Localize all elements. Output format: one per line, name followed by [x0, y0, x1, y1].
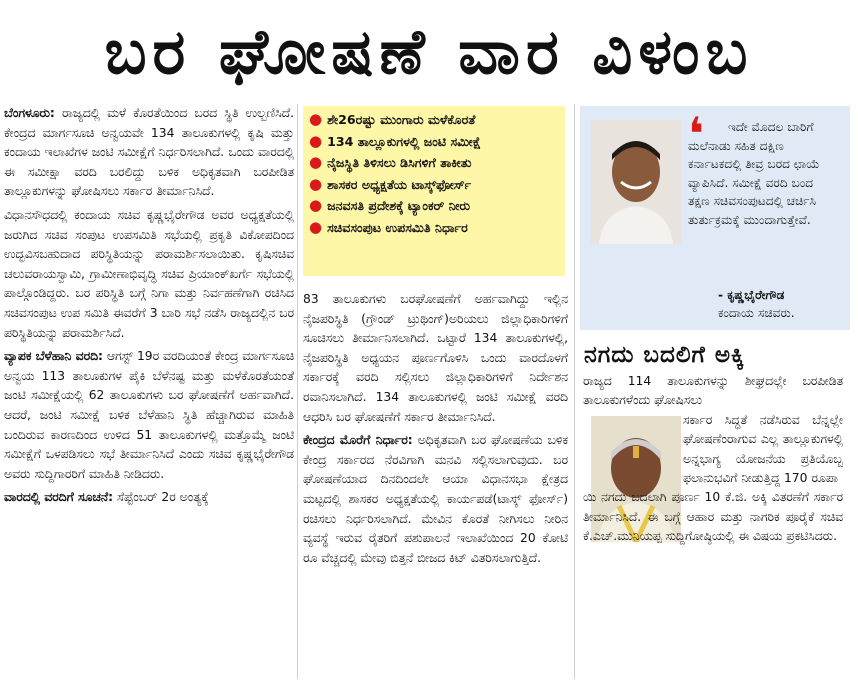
bullet-icon: ●	[309, 131, 323, 150]
paragraph	[303, 431, 568, 568]
quote-text	[688, 118, 838, 230]
highlight-item: ● ಸಚಿವಸಂಪುಟ ಉಪಸಮಿತಿ ನಿರ್ಧಾರ	[309, 217, 559, 239]
paragraph	[4, 104, 294, 202]
subheading: ವಾರದಲ್ಲಿ ವರದಿಗೆ ಸೂಚನೆ:	[4, 490, 114, 505]
column-divider	[574, 104, 575, 679]
paragraph-text: ಆಗಸ್ಟ್ 19ರ ವರದಿಯಂತೆ ಕೇಂದ್ರ ಮಾರ್ಗಸೂಚಿ ಅನ್ವಯ 113 ತಾಲೂಕುಗಳ ಪೈಕಿ ಬೆಳೆನಷ್ಟ ಮತ್ತು ಮಳೆಕೊರತೆಯಂತೆ ಜಂಟಿ ಸಮೀಕ್ಷೆಯಲ್ಲಿ 62 ತಾಲೂಕುಗಳು ಬರ ಘೋಷಣೆಗೆ ಅರ್ಹವಾಗಿದೆ. ಆದರೆ, ಜಂಟಿ ಸಮೀಕ್ಷೆ ಬಳಿಕ ಬೆಳೆಹಾನಿ ಸ್ಥಿತಿ ಹೆಚ್ಚಾಗಿರುವ ಮಾಹಿತಿ ಬಂದಿರುವ ಕಾರಣದಿಂದ ಉಳಿದ 51 ತಾಲೂಕುಗಳಲ್ಲಿ ಮತ್ತೊಮ್ಮೆ ಜಂಟಿ ಸಮೀಕ್ಷೆಗೆ ಒಳಪಡಿಸಲು ಸಭೆ ತೀರ್ಮಾನಿಸಿದೆ ಎಂದು ಸಚಿವ ಕೃಷ್ಣಭೈರೇಗೌಡ ಅವರು ಸುದ್ದಿಗಾರರಿಗೆ ಮಾಹಿತಿ ನೀಡಿದರು.	[4, 349, 295, 481]
paragraph-text: ಸರ್ಕಾರ ಸಿದ್ಧತೆ ನಡೆಸಿರುವ ಬೆನ್ನಲ್ಲೇ ಘೋಷಣೆಂರಾಗುವ ಎಲ್ಲ ತಾಲ್ಲೂಕುಗಳಲ್ಲಿ ಅನ್ನಭಾಗ್ಯ ಯೋಜನೆಯ ಪ್ರತಿಯೊಬ್ಬ ಫಲಾನುಭವಿಗೆ ನೀಡುತ್ತಿದ್ದ 170 ರೂಪಾ	[683, 412, 843, 486]
bullet-icon: ●	[309, 174, 323, 193]
paragraph-text: ಸೆಪ್ಟೆಂಬರ್ 2ರ ಅಂತ್ಯಕ್ಕೆ	[113, 490, 209, 505]
paragraph-text: ಯಿ ನಗದು ಬದಲಾಗಿ ಪೂರ್ಣ 10 ಕೆ.ಜಿ. ಅಕ್ಕಿ ವಿತರಣೆಗೆ ಸರ್ಕಾರ ತೀರ್ಮಾನಿಸಿದೆ. ಈ ಬಗ್ಗೆ ಆಹಾರ ಮತ್ತು ನಾಗರಿಕ ಪೂರೈಕೆ ಸಚಿವ ಕೆ.ಎಚ್.ಮುನಿಯಪ್ಪ ಸುದ್ದಿಗೋಷ್ಠಿಯಲ್ಲಿ ಈ ವಿಷಯ ಪ್ರಕಟಿಸಿದರು.	[583, 490, 843, 544]
quote-author-title: ಕಂದಾಯ ಸಚಿವರು.	[718, 306, 795, 320]
paragraph-text: ರಾಜ್ಯದಲ್ಲಿ ಮಳೆ ಕೊರತೆಯಿಂದ ಬರದ ಸ್ಥಿತಿ ಉಲ್ಬಣಿಸಿದೆ. ಕೇಂದ್ರದ ಮಾರ್ಗಸೂಚಿ ಅನ್ವಯವೇ 134 ತಾಲೂಕುಗಳಲ್ಲಿ ಕೃಷಿ ಮತ್ತು ಕಂದಾಯ ಇಲಾಖೆಗಳ ಜಂಟಿ ಸಮೀಕ್ಷೆಗೆ ನಿರ್ಧರಿಸಲಾಗಿದೆ. ಒಂದು ವಾರದಲ್ಲಿ ಈ ಸಮೀಕ್ಷಾ ವರದಿ ಬರಲಿದ್ದು ಬಳಿಕ ಅಧಿಕೃತವಾಗಿ ಬರಪೀಡಿತ ತಾಲ್ಲೂಕುಗಳನ್ನು ಘೋಷಿಸಲು ಸರ್ಕಾರ ತೀರ್ಮಾನಿಸಿದೆ.	[4, 106, 294, 199]
column-divider	[297, 104, 298, 679]
highlight-item: ● ಶಾಸಕರ ಅಧ್ಯಕ್ಷತೆಯ ಟಾಸ್ಕ್‌ಫೋರ್ಸ್	[309, 174, 559, 196]
bullet-icon: ●	[309, 196, 323, 215]
quote-body: ಮಲೆನಾಡು ಸಹಿತ ದಕ್ಷಿಣ ಕರ್ನಾಟಕದಲ್ಲಿ ತೀವ್ರ ಬರದ ಛಾಯೆ ವ್ಯಾಪಿಸಿದೆ. ಸಮೀಕ್ಷೆ ವರದಿ ಬಂದ ತಕ್ಷಣ ಸಚಿವಸಂಪುಟದಲ್ಲಿ ಚರ್ಚಿಸಿ ತುರ್ತುಕ್ರಮಕ್ಕೆ ಮುಂದಾಗುತ್ತೇವೆ.	[688, 138, 820, 227]
paragraph-text: ಅಧಿಕೃತವಾಗಿ ಬರ ಘೋಷಣೆಯ ಬಳಿಕ ಕೇಂದ್ರ ಸರ್ಕಾರದ ನೆರವಿಗಾಗಿ ಮನವಿ ಸಲ್ಲಿಸಲಾಗುವುದು. ಬರ ಘೋಷಣೆಯಾದ ದಿನದಿಂದಲೇ ಆಯಾ ವಿಧಾನಸಭಾ ಕ್ಷೇತ್ರದ ಮಟ್ಟದಲ್ಲಿ ಶಾಸಕರ ಅಧ್ಯಕ್ಷತೆಯಲ್ಲಿ ಕಾರ್ಯಪಡೆ(ಟಾಸ್ಕ್ ಫೋರ್ಸ್) ರಚಿಸಲು ನಿರ್ಧರಿಸಲಾಗಿದೆ. ಮೇವಿನ ಕೊರತೆ ನೀಗಿಸಲು ನೀರಿನ ವ್ಯವಸ್ಥೆ ಇರುವ ರೈತರಿಗೆ ಪಶುಪಾಲನೆ ಇಲಾಖೆಯಿಂದ 20 ಕೋಟಿ ರೂ ವೆಚ್ಚದಲ್ಲಿ ಮೇವು ಬಿತ್ತನೆ ಬೀಜದ ಕಿಟ್ ವಿತರಿಸಲಾಗುತ್ತಿದೆ.	[303, 433, 568, 565]
quote-mark-icon: ❛	[688, 107, 704, 161]
bullet-icon: ●	[309, 153, 323, 172]
highlight-item: ● ಶೇ26ರಷ್ಟು ಮುಂಗಾರು ಮಳೆಕೊರತೆ	[309, 109, 559, 131]
highlights-box	[303, 106, 565, 276]
quote-first-line: ಇದೇ ಮೊದಲ ಬಾರಿಗೆ	[728, 120, 814, 134]
paragraph-text: ರಾಜ್ಯದ 114 ತಾಲೂಕುಗಳನ್ನು ಶೀಘ್ರದಲ್ಲೇ ಬರಪೀಡಿತ ತಾಲೂಕುಗಳೆಂದು ಘೋಷಿಸಲು	[583, 374, 843, 408]
main-article-column-2	[303, 290, 568, 572]
rice-article	[583, 372, 843, 547]
highlight-item: ● ಜನವಸತಿ ಪ್ರದೇಶಕ್ಕೆ ಟ್ಯಾಂಕರ್ ನೀರು	[309, 195, 559, 217]
highlight-item: ● ನೈಜಸ್ಥಿತಿ ತಿಳಿಸಲು ಡಿಸಿಗಳಿಗೆ ತಾಕೀತು	[309, 152, 559, 174]
paragraph: 83 ತಾಲೂಕುಗಳು ಬರಘೋಷಣೆಗೆ ಅರ್ಹವಾಗಿದ್ದು ಇಲ್ಲಿನ ನೈಜಪರಿಸ್ಥಿತಿ (ಗ್ರೌಂಡ್ ಟ್ರುಥಿಂಗ್)ಅರಿಯಲು ಜಿಲ್ಲಾಧಿಕಾರಿಗಳಿಗೆ ಸೂಚಿಸಲು ತೀರ್ಮಾನಿಸಲಾಗಿದೆ. ಒಟ್ಟಾರೆ 134 ತಾಲೂಕುಗಳಲ್ಲಿ, ನೈಜಪರಿಸ್ಥಿತಿ ಅಧ್ಯಯನ ಪೂರ್ಣಗೊಳಿಸಿ ಒಂದು ವಾರದೊಳಗೆ ಸರ್ಕಾರಕ್ಕೆ ವರದಿ ಸಲ್ಲಿಸಲು ಜಿಲ್ಲಾಧಿಕಾರಿಗಳಿಗೆ ನಿರ್ದೇಶನ ರವಾನಿಸಲಾಗಿದೆ. 134 ತಾಲೂಕುಗಳಲ್ಲಿ ಜಂಟಿ ಸಮೀಕ್ಷೆ ವರದಿ ಆಧರಿಸಿ ಬರ ಘೋಷಣೆಗೆ ಸರ್ಕಾರ ತೀರ್ಮಾನಿಸಿದೆ.	[303, 292, 568, 424]
quote-author: - ಕೃಷ್ಣಭೈರೇಗೌಡ	[718, 288, 785, 302]
paragraph	[4, 488, 294, 508]
subheading: ವ್ಯಾಪಕ ಬೆಳೆಹಾನಿ ವರದಿ:	[4, 349, 103, 364]
subheading: ಕೇಂದ್ರದ ಮೊರೆಗೆ ನಿರ್ಧಾರ:	[303, 433, 413, 448]
bullet-icon: ●	[309, 110, 323, 128]
minister-photo	[591, 120, 681, 244]
dateline: ಬೆಂಗಳೂರು:	[4, 106, 55, 120]
paragraph	[4, 347, 294, 484]
bullet-icon: ●	[309, 217, 323, 236]
headline: ಬರ ಘೋಷಣೆ ವಾರ ವಿಳಂಬ	[104, 15, 754, 88]
rice-subheadline: ನಗದು ಬದಲಿಗೆ ಅಕ್ಕಿ	[584, 342, 745, 368]
quote-attribution	[718, 286, 838, 322]
paragraph: ವಿಧಾನಸೌಧದಲ್ಲಿ ಕಂದಾಯ ಸಚಿವ ಕೃಷ್ಣಭೈರೇಗೌಡ ಅವರ ಅಧ್ಯಕ್ಷತೆಯಲ್ಲಿ ಜರುಗಿದ ಸಚಿವ ಸಂಪುಟ ಉಪಸಮಿತಿ ಸಭೆಯಲ್ಲಿ ಪ್ರಕೃತಿ ವಿಕೋಪದಿಂದ ಉದ್ಭವಿಸಬಹುದಾದ ಪರಿಸ್ಥಿತಿಯನ್ನು ಪರಾಮರ್ಶಿಸಲಾಯಿತು. ಕೃಷಿಸಚಿವ ಚಲುವರಾಯಸ್ವಾಮಿ, ಗ್ರಾಮೀಣಾಭಿವೃದ್ಧಿ ಸಚಿವ ಪ್ರಿಯಾಂಕ್‌ಖರ್ಗೆ ಸಭೆಯಲ್ಲಿ ಪಾಲ್ಗೊಂಡಿದ್ದರು. ಬರ ಪರಿಸ್ಥಿತಿ ಬಗ್ಗೆ ನಿಗಾ ಮತ್ತು ನಿರ್ವಹಣೆಗಾಗಿ ರಚಿಸಿದ ಸಚಿವಸಂಪುಟ ಉಪ ಸಮಿತಿ ಈವರೆಗೆ 3 ಬಾರಿ ಸಭೆ ನಡೆಸಿ ರಾಜ್ಯದಲ್ಲಿನ ಬರ ಪರಿಸ್ಥಿತಿಯನ್ನು ಪರಾಮರ್ಶಿಸಿದೆ.	[4, 207, 294, 340]
highlight-item: ● 134 ತಾಲ್ಲೂಕುಗಳಲ್ಲಿ ಜಂಟಿ ಸಮೀಕ್ಷೆ	[309, 131, 559, 153]
main-article-column-1	[4, 104, 294, 512]
